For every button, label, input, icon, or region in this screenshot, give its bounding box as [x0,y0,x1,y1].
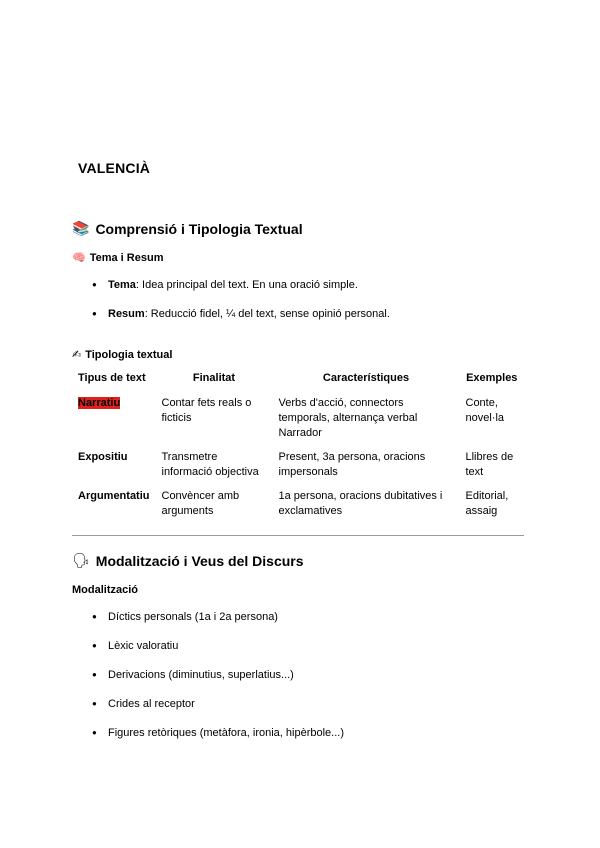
finalitat-cell: Contar fets reals o ficticis [161,397,252,424]
list-item: ● Figures retòriques (metàfora, ironia, hipèrbole...) [92,726,344,755]
subheading-label: Tema i Resum [89,251,164,264]
table-row [72,446,524,485]
list-item [92,307,390,336]
term-definition: : Idea principal del text. En una oració simple. [135,279,358,291]
caracteristiques-cell: 1a persona, oracions dubitatives i exclamatives [278,490,443,517]
list-item: ● Derivacions (diminutius, superlatius...) [92,668,344,697]
horizontal-divider [72,535,524,536]
table-row [72,485,524,524]
list-item [92,278,390,307]
column-header: Característiques [322,372,410,384]
caracteristiques-cell: Present, 3a persona, oracions impersonals [278,451,426,478]
section-heading-modalitzacio [72,553,304,569]
finalitat-cell: Transmetre informació objectiva [161,451,259,478]
section-heading-label: Modalització i Veus del Discurs [95,553,304,569]
exemples-cell: Conte, novel·la [465,397,505,424]
table-row [72,392,524,446]
column-header: Tipus de text [78,372,146,384]
subheading-modalitzacio [72,584,138,596]
term-label: Tema [108,279,136,291]
table-header-row [72,368,524,392]
type-cell: Expositiu [78,451,128,463]
brain-icon: 🧠 [72,251,86,264]
writing-hand-icon: ✍ [72,348,82,361]
list-item: ● Díctics personals (1a i 2a persona) [92,610,344,639]
type-cell [72,392,156,446]
section-heading-comprensio [72,221,303,237]
subheading-label: Tipologia textual [85,348,173,361]
list-item: ● Lèxic valoratiu [92,639,344,668]
subheading-label: Modalització [72,584,139,596]
books-icon: 📚 [72,221,90,237]
column-header: Finalitat [192,372,236,384]
caracteristiques-cell: Verbs d'acció, connectors temporals, alternança verbal Narrador [278,397,418,439]
tema-resum-list [92,278,390,336]
document-title: VALENCIÀ [78,160,151,176]
finalitat-cell: Convèncer amb arguments [161,490,240,517]
column-header: Exemples [466,372,518,384]
term-definition: : Reducció fidel, ¼ del text, sense opinió personal. [144,308,390,320]
type-cell: Argumentatiu [78,490,150,502]
section-heading-label: Comprensió i Tipologia Textual [95,221,303,237]
highlighted-type: Narratiu [78,397,121,409]
modalitzacio-list [92,610,344,755]
subheading-tipologia [72,348,172,361]
exemples-cell: Editorial, assaig [465,490,509,517]
exemples-cell: Llibres de text [465,451,514,478]
speaking-head-icon: 🗣 [72,553,90,569]
subheading-tema-resum [72,251,163,264]
term-label: Resum [108,308,145,320]
list-item: ● Crides al receptor [92,697,344,726]
tipologia-table [72,368,524,524]
